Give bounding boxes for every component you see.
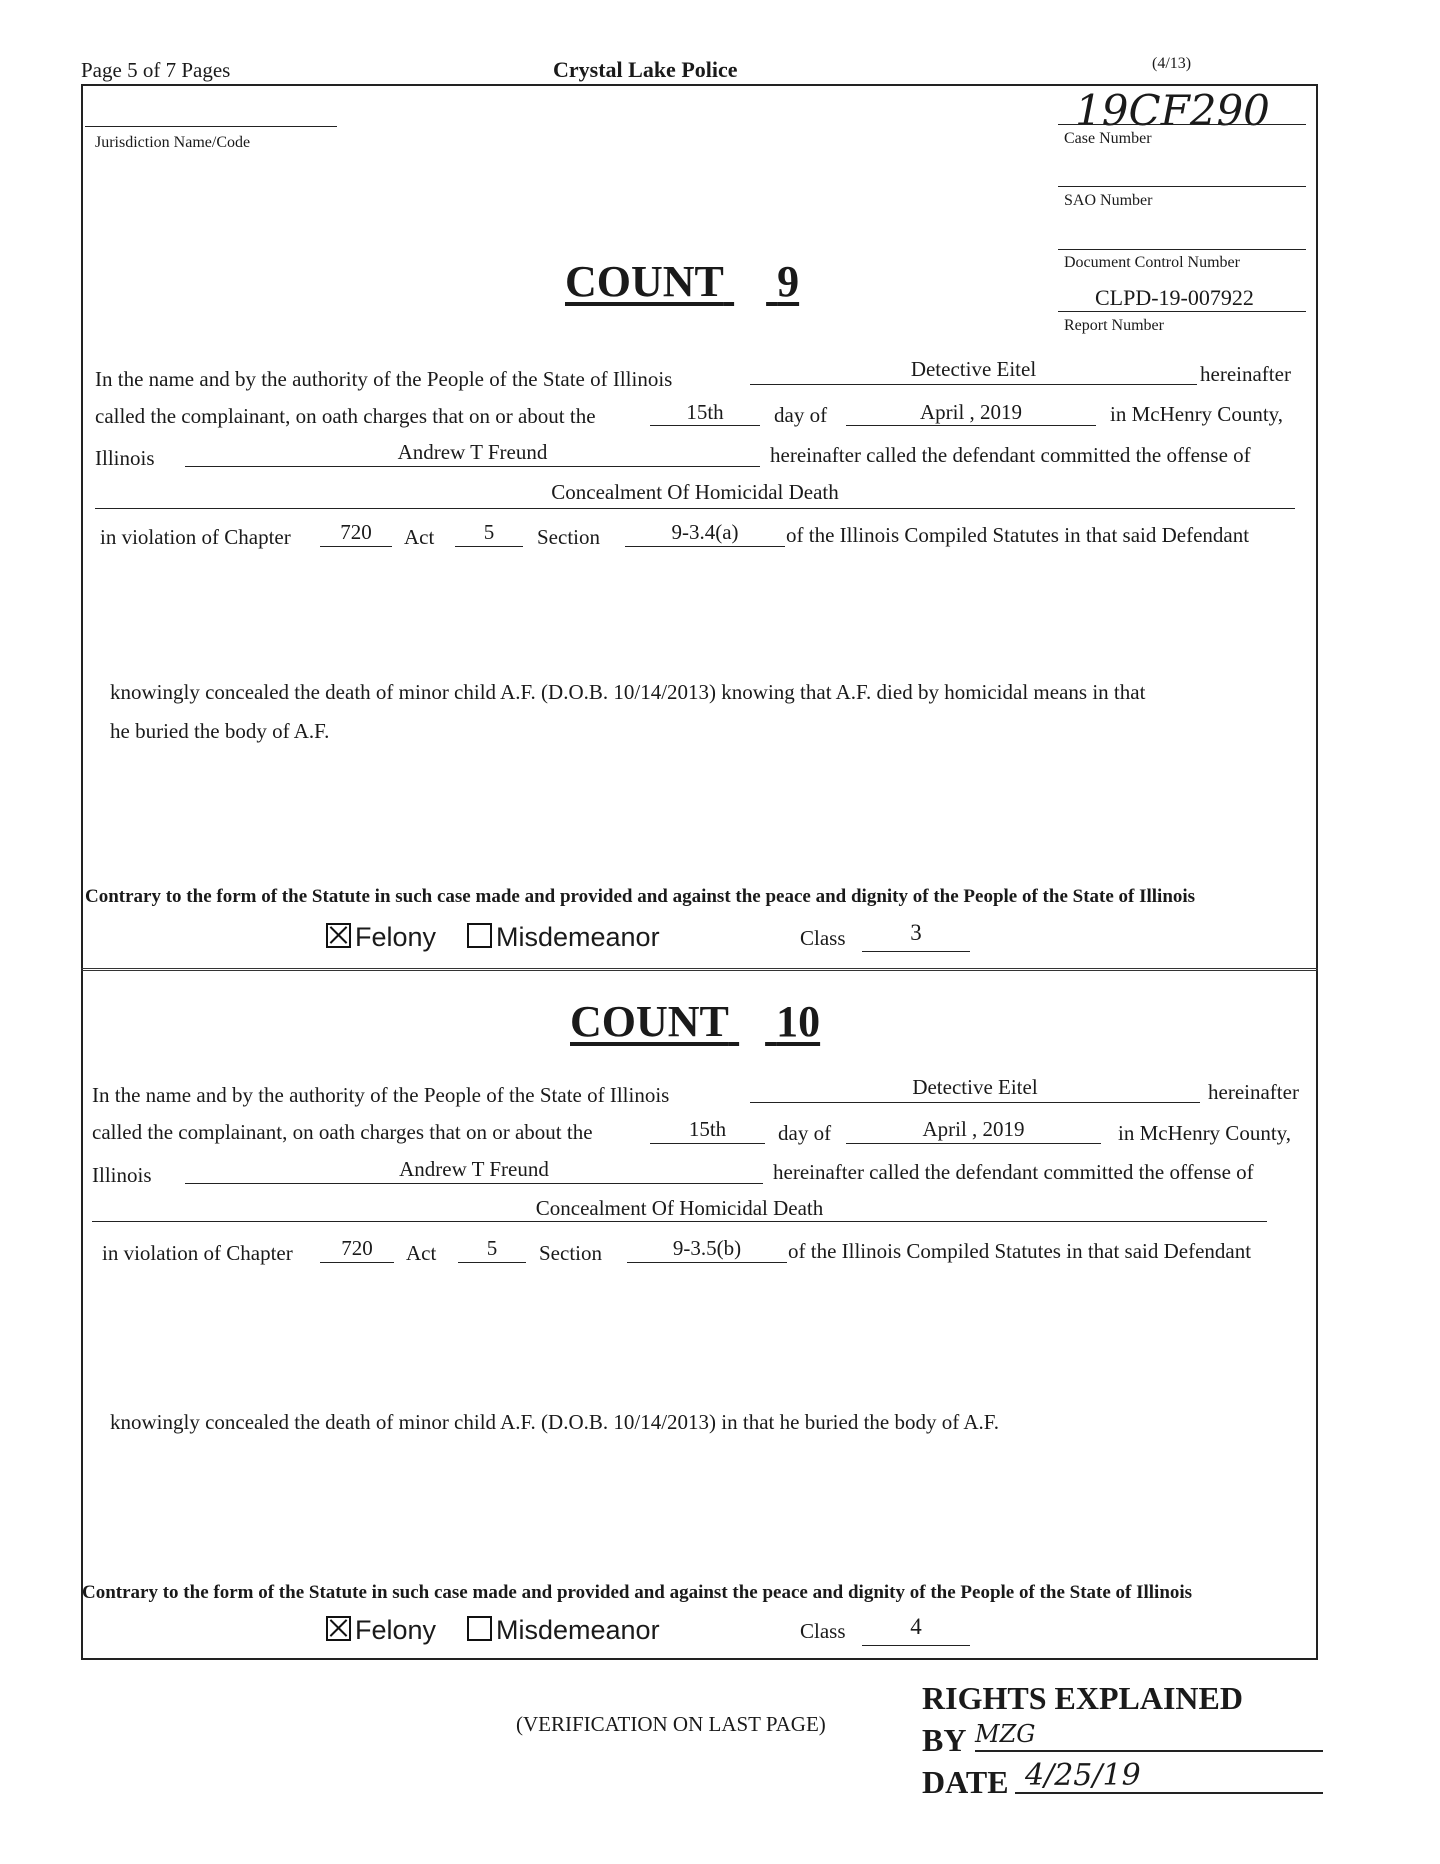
by-value: MZG [975,1720,1036,1748]
section-text: Section [537,525,600,549]
report-number-label: Report Number [1064,317,1164,334]
count-number: 10 [776,997,821,1046]
felony-option [326,1615,436,1646]
day-line [650,1143,765,1144]
contrary-text: Contrary to the form of the Statute in such case made and provided and against the peace and dignity of the People of the State of Illinois [82,1582,1193,1603]
case-number-label: Case Number [1064,130,1152,147]
offense-line [92,1221,1267,1222]
month-year-value: April , 2019 [922,1117,1025,1141]
felony-checkbox [326,923,351,948]
date-label: DATE [922,1764,1009,1800]
act-line [458,1262,526,1263]
section-line [625,546,785,547]
day-value: 15th [688,1117,727,1141]
illinois-text: Illinois [95,446,155,470]
county-text: in McHenry County, [1110,402,1284,426]
month-year-value: April , 2019 [919,400,1023,424]
offense-value: Concealment Of Homicidal Death [551,480,839,504]
sao-line [1058,186,1306,187]
report-number-value: CLPD-19-007922 [1095,285,1254,310]
complainant-line [750,1102,1200,1103]
violation-text: in violation of Chapter [102,1241,293,1265]
act-value: 5 [483,520,495,544]
count-label: COUNT [570,997,729,1046]
defendant-value: Andrew T Freund [399,1157,549,1181]
called-text: called the complainant, on oath charges that on or about the [92,1120,593,1144]
class-line [862,1645,970,1646]
section-value: 9-3.5(b) [672,1236,742,1260]
misdemeanor-label: Misdemeanor [496,1615,660,1645]
misdemeanor-checkbox [467,923,492,948]
rights-explained: RIGHTS EXPLAINED [922,1680,1243,1716]
dcn-line [1058,249,1306,250]
day-of-text: day of [778,1121,832,1145]
count-number: 9 [777,257,800,306]
class-line [862,951,970,952]
chapter-line [320,1262,394,1263]
felony-label: Felony [355,1615,437,1645]
count-10-heading [570,996,820,1047]
chapter-value: 720 [340,520,372,544]
agency-name: Crystal Lake Police [553,57,738,82]
date-value: 4/25/19 [1025,1758,1141,1793]
count-divider [81,968,1318,971]
form-code: (4/13) [1152,55,1192,72]
committed-text: hereinafter called the defendant committed the offense of [773,1160,1254,1184]
act-text: Act [404,525,435,549]
class-value: 4 [910,1614,922,1639]
verification-note: (VERIFICATION ON LAST PAGE) [516,1712,826,1736]
month-year-line [846,1143,1101,1144]
felony-option [326,922,436,953]
chapter-value: 720 [341,1236,373,1260]
county-text: in McHenry County, [1118,1121,1292,1145]
narrative-line-2: he buried the body of A.F. [110,719,330,743]
act-line [455,546,523,547]
act-value: 5 [486,1236,498,1260]
felony-label: Felony [355,922,437,952]
offense-value: Concealment Of Homicidal Death [535,1196,824,1220]
case-number-value: 19CF290 [1075,86,1270,135]
contrary-text: Contrary to the form of the Statute in such case made and provided and against the peace and dignity of the People of the State of Illinois [85,886,1196,907]
authority-text: In the name and by the authority of the People of the State of Illinois [95,367,673,391]
misdemeanor-option [467,1615,660,1646]
misdemeanor-checkbox [467,1616,492,1641]
called-text: called the complainant, on oath charges that on or about the [95,404,596,428]
month-year-line [846,425,1096,426]
class-value: 3 [910,920,922,945]
section-line [627,1262,787,1263]
report-number-line [1058,311,1306,312]
hereinafter-text: hereinafter [1208,1080,1299,1104]
offense-line [95,508,1295,509]
statutes-text: of the Illinois Compiled Statutes in that said Defendant [788,1239,1252,1263]
illinois-text: Illinois [92,1163,152,1187]
jurisdiction-label: Jurisdiction Name/Code [95,134,251,151]
section-text: Section [539,1241,602,1265]
case-number-line [1058,124,1306,125]
authority-text: In the name and by the authority of the People of the State of Illinois [92,1083,670,1107]
complainant-line [750,384,1197,385]
misdemeanor-option [467,922,660,953]
dcn-label: Document Control Number [1064,254,1240,271]
class-label: Class [800,926,846,950]
statutes-text: of the Illinois Compiled Statutes in that said Defendant [786,523,1250,547]
narrative-line-1: knowingly concealed the death of minor child A.F. (D.O.B. 10/14/2013) in that he buried the body of A.F. [110,1410,999,1434]
by-label: BY [922,1722,967,1758]
misdemeanor-label: Misdemeanor [496,922,660,952]
act-text: Act [406,1241,437,1265]
committed-text: hereinafter called the defendant committed the offense of [770,443,1251,467]
complainant-value: Detective Eitel [910,357,1037,381]
count-9-heading [565,256,799,307]
defendant-line [185,1183,763,1184]
day-of-text: day of [774,403,828,427]
narrative-line-1: knowingly concealed the death of minor child A.F. (D.O.B. 10/14/2013) knowing that A.F. died by homicidal means in that [110,680,1146,704]
date-line [1015,1792,1323,1794]
hereinafter-text: hereinafter [1200,362,1291,386]
count-label: COUNT [565,257,724,306]
violation-text: in violation of Chapter [100,525,291,549]
by-line [975,1750,1323,1752]
felony-checkbox [326,1616,351,1641]
jurisdiction-line [85,126,337,127]
day-line [650,425,760,426]
sao-label: SAO Number [1064,192,1153,209]
complainant-value: Detective Eitel [912,1075,1038,1099]
class-label: Class [800,1619,846,1643]
section-value: 9-3.4(a) [671,520,739,544]
defendant-line [185,466,760,467]
chapter-line [320,546,392,547]
defendant-value: Andrew T Freund [397,440,548,464]
page-label: Page 5 of 7 Pages [81,58,231,82]
day-value: 15th [686,400,724,424]
